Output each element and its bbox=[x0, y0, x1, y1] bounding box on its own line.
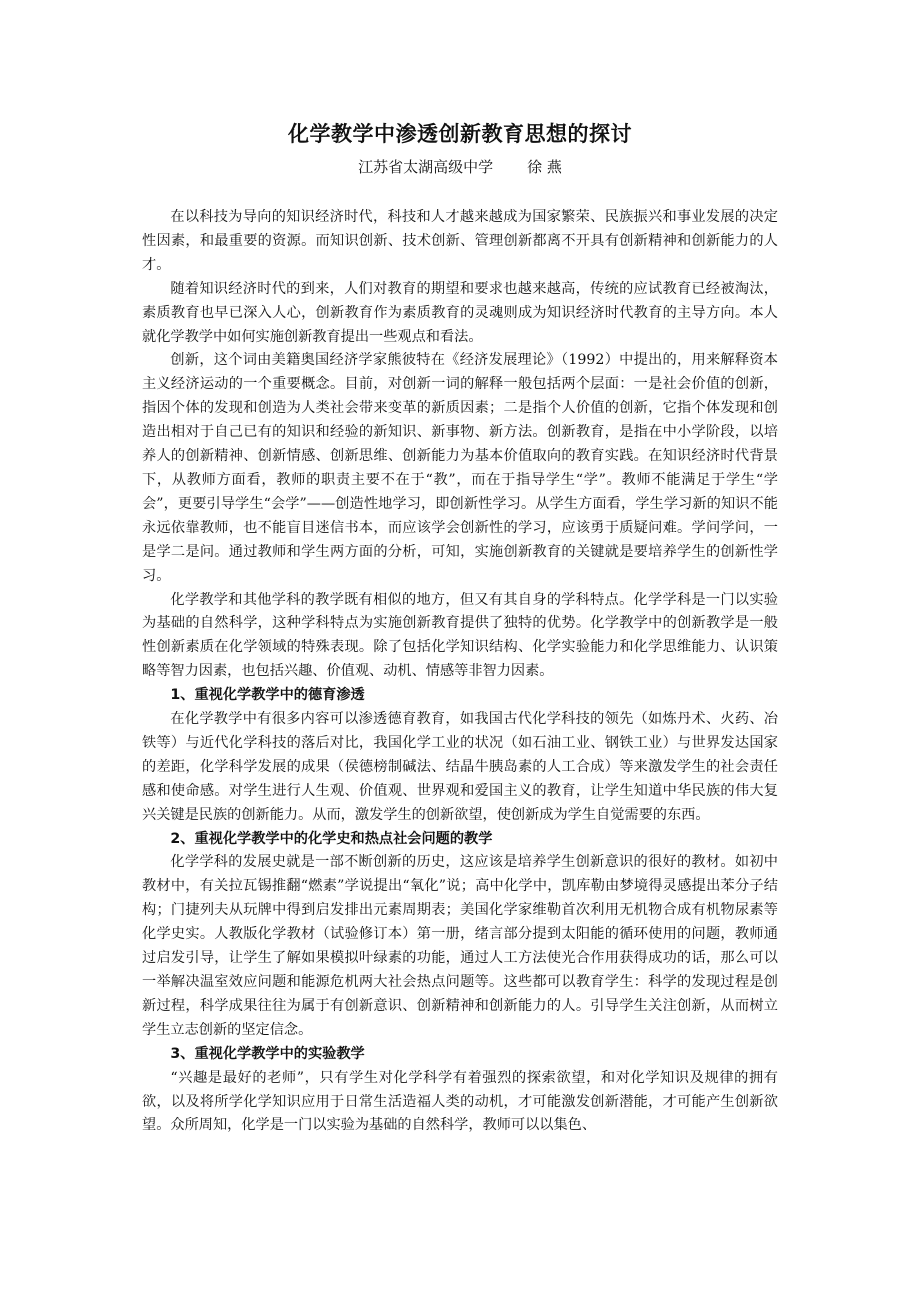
paragraph: 在以科技为导向的知识经济时代，科技和人才越来越成为国家繁荣、民族振兴和事业发展的决定性因素，和最重要的资源。而知识创新、技术创新、管理创新都离不开具有创新精神和创新能力的人才。 bbox=[142, 209, 778, 273]
document-title: 化学教学中渗透创新教育思想的探讨 bbox=[288, 122, 632, 146]
paragraph: 创新，这个词由美籍奥国经济学家熊彼特在《经济发展理论》（1992）中提出的，用来解释资本主义经济运动的一个重要概念。目前，对创新一词的解释一般包括两个层面：一是社会价值的创新，指因个体的发现和创造为人类社会带来变革的新质因素；二是指个人价值的创新，它指个体发现和创造出相对于自己已有的知识和经验的新知识、新事物、新方法。创新教育，是指在中小学阶段，以培养人的创新精神、创新情感、创新思维、创新能力为基本价值取向的教育实践。在知识经济时代背景下，从教师方面看，教师的职责主要不在于“教”，而在于指导学生“学”。教师不能满足于学生“学会”，更要引导学生“会学”——创造性地学习，即创新性学习。从学生方面看，学生学习新的知识不能永远依靠教师，也不能盲目迷信书本，而应该学会创新性的学习，应该勇于质疑问难。学问学问，一是学二是问。通过教师和学生两方面的分析，可知，实施创新教育的关键就是要培养学生的创新性学习。 bbox=[142, 352, 778, 584]
section-paragraph: 在化学教学中有很多内容可以渗透德育教育，如我国古代化学科技的领先（如炼丹术、火药、冶铁等）与近代化学科技的落后对比，我国化学工业的状况（如石油工业、钢铁工业）与世界发达国家的差距，化学科学发展的成果（侯德榜制碱法、结晶牛胰岛素的人工合成）等来激发学生的社会责任感和使命感。对学生进行人生观、价值观、世界观和爱国主义的教育，让学生知道中华民族的伟大复兴关键是民族的创新能力。从而，激发学生的创新欲望，使创新成为学生自觉需要的东西。 bbox=[142, 711, 778, 823]
section-paragraph: 化学学科的发展史就是一部不断创新的历史，这应该是培养学生创新意识的很好的教材。如初中教材中，有关拉瓦锡推翻“燃素”学说提出“氧化”说；高中化学中，凯库勒由梦境得灵感提出苯分子结构；门捷列夫从玩牌中得到启发排出元素周期表；美国化学家维勒首次利用无机物合成有机物尿素等化学史实。人教版化学教材（试验修订本）第一册，绪言部分提到太阳能的循环使用的问题，教师通过启发引导，让学生了解如果模拟叶绿素的功能，通过人工方法使光合作用获得成功的话，那么可以一举解决温室效应问题和能源危机两大社会热点问题等。这些都可以教育学生：科学的发现过程是创新过程，科学成果往往为属于有创新意识、创新精神和创新能力的人。引导学生关注创新，从而树立学生立志创新的坚定信念。 bbox=[142, 854, 778, 1038]
byline bbox=[0, 156, 920, 178]
section-heading: 1、重视化学教学中的德育渗透 bbox=[170, 687, 365, 704]
section-heading: 2、重视化学教学中的化学史和热点社会问题的教学 bbox=[170, 830, 493, 847]
section-heading: 3、重视化学教学中的实验教学 bbox=[170, 1045, 365, 1062]
article-body bbox=[142, 206, 778, 1138]
author-name: 徐 燕 bbox=[527, 158, 562, 176]
paragraph: 化学教学和其他学科的教学既有相似的地方，但又有其自身的学科特点。化学学科是一门以实验为基础的自然科学，这种学科特点为实施创新教育提供了独特的优势。化学教学中的创新教学是一般性创新素质在化学领域的特殊表现。除了包括化学知识结构、化学实验能力和化学思维能力、认识策略等智力因素，也包括兴趣、价值观、动机、情感等非智力因素。 bbox=[142, 591, 778, 680]
paragraph: 随着知识经济时代的到来，人们对教育的期望和要求也越来越高，传统的应试教育已经被淘汰，素质教育也早已深入人心，创新教育作为素质教育的灵魂则成为知识经济时代教育的主导方向。本人就化学教学中如何实施创新教育提出一些观点和看法。 bbox=[142, 280, 778, 345]
section-paragraph: “兴趣是最好的老师”，只有学生对化学科学有着强烈的探索欲望，和对化学知识及规律的拥有欲，以及将所学化学知识应用于日常生活造福人类的动机，才可能激发创新潜能，才可能产生创新欲望。众所周知，化学是一门以实验为基础的自然科学，教师可以以集色、 bbox=[142, 1069, 778, 1134]
school-name: 江苏省太湖高级中学 bbox=[358, 158, 494, 176]
